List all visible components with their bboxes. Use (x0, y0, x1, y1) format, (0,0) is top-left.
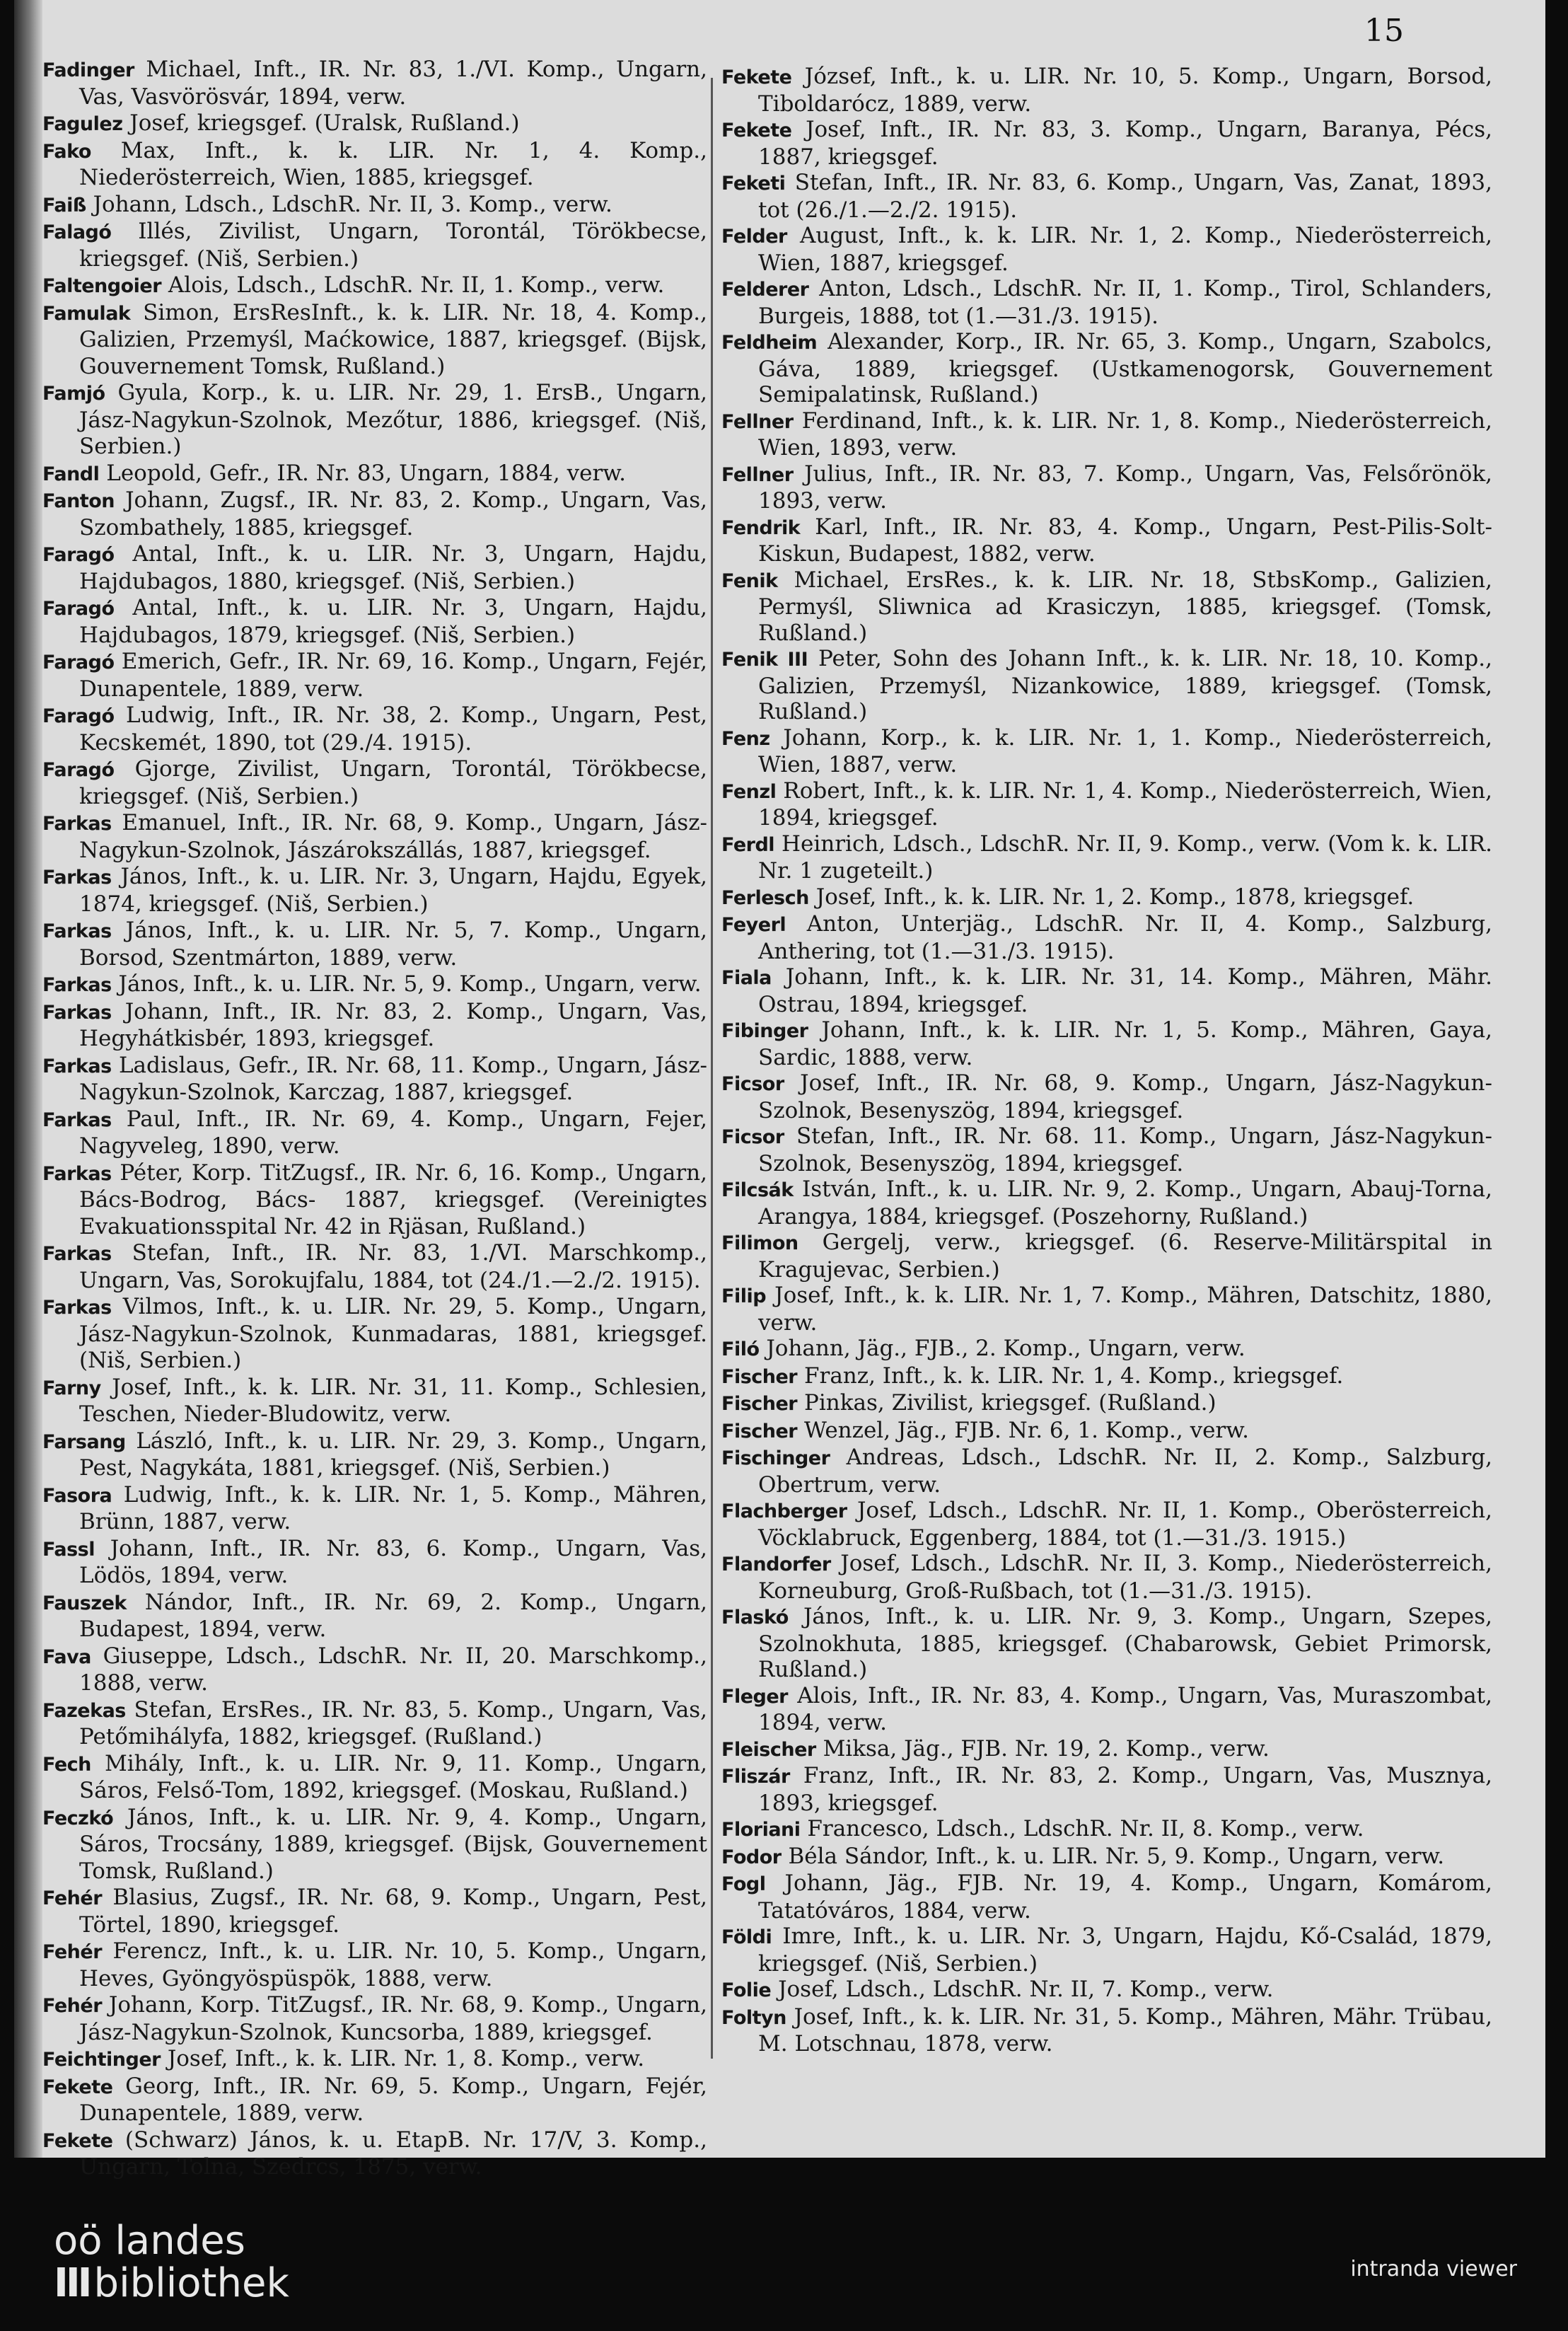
register-entry (721, 1336, 1492, 1363)
entry-details: Béla Sándor, Inft., k. u. LIR. Nr. 5, 9. Komp., Ungarn, verw. (788, 1843, 1445, 1869)
entry-surname: Farsang (42, 1430, 126, 1453)
entry-surname: Fech (42, 1753, 91, 1776)
register-entry (721, 1844, 1492, 1871)
register-entry (721, 408, 1492, 461)
register-entry (42, 192, 707, 219)
entry-surname: Fischinger (721, 1447, 830, 1469)
entry-details: Blasius, Zugsf., IR. Nr. 68, 9. Komp., Ungarn, Pest, Törtel, 1890, kriegsgef. (79, 1885, 707, 1938)
entry-details: Emanuel, Inft., IR. Nr. 68, 9. Komp., Ungarn, Jász-Nagykun-Szolnok, Jászárokszállás, 1887, kriegsgef. (79, 810, 707, 863)
entry-surname: Farkas (42, 1297, 112, 1319)
register-entry (721, 461, 1492, 514)
register-entry (721, 276, 1492, 329)
entry-details: Josef, Inft., k. k. LIR. Nr. 31, 11. Komp., Schlesien, Teschen, Nieder-Bludowitz, verw. (79, 1374, 707, 1427)
logo-bars: III (54, 2260, 90, 2306)
entry-surname: Fehér (42, 1887, 103, 1909)
entry-details: Robert, Inft., k. k. LIR. Nr. 1, 4. Komp., Niederösterreich, Wien, 1894, kriegsgef. (758, 777, 1493, 831)
register-entry (42, 1482, 707, 1536)
register-entry (42, 487, 707, 541)
logo-line-1: oö landes (54, 2218, 245, 2264)
register-entry (721, 1390, 1492, 1418)
entry-surname: Floriani (721, 1819, 801, 1841)
register-entry (721, 329, 1492, 408)
register-entry (721, 1604, 1492, 1683)
entry-surname: Fagulez (42, 113, 123, 135)
entry-details: Péter, Korp. TitZugsf., IR. Nr. 6, 16. Komp., Ungarn, Bács-Bodrog, Bács- 1887, kriegsgef. (Vereinigtes Evakuationsspital Nr. 42 in Rjäsan, Rußland.) (79, 1159, 707, 1239)
register-entry (42, 999, 707, 1053)
entry-details: Josef, Inft., k. k. LIR. Nr. 1, 7. Komp., Mähren, Datschitz, 1880, verw. (758, 1283, 1492, 1336)
entry-details: Johann, Inft., k. k. LIR. Nr. 31, 14. Komp., Mähren, Mähr. Ostrau, 1894, kriegsgef. (758, 964, 1493, 1017)
entry-surname: Faiß (42, 194, 86, 216)
entry-details: Miksa, Jäg., FJB. Nr. 19, 2. Komp., verw. (823, 1735, 1270, 1762)
entry-details: Josef, Inft., k. k. LIR. Nr. 1, 2. Komp., 1878, kriegsgef. (815, 884, 1415, 910)
entry-surname: Flachberger (721, 1500, 847, 1522)
entry-surname: Fekete (721, 120, 792, 141)
entry-surname: Fenzl (721, 780, 777, 803)
register-entry (42, 1992, 707, 2046)
entry-details: Julius, Inft., IR. Nr. 83, 7. Komp., Ungarn, Vas, Felsőrönök, 1893, verw. (758, 461, 1492, 514)
entry-surname: Ferlesch (721, 886, 809, 909)
right-column (721, 64, 1492, 2101)
entry-details: Josef, Ldsch., LdschR. Nr. II, 1. Komp., Oberösterreich, Vöcklabruck, Eggenberg, 1884, tot (1.—31./3. 1915.) (758, 1498, 1492, 1551)
register-entry (721, 1230, 1492, 1283)
entry-surname: Faragó (42, 652, 115, 673)
register-entry (42, 2127, 707, 2181)
left-column (42, 57, 708, 2180)
register-entry (721, 1870, 1492, 1924)
register-entry (42, 1428, 707, 1482)
entry-surname: Filó (721, 1338, 760, 1360)
entry-surname: Filcsák (721, 1179, 794, 1201)
register-entry (42, 595, 707, 649)
entry-details: Georg, Inft., IR. Nr. 69, 5. Komp., Ungarn, Fejér, Dunapentele, 1889, verw. (79, 2073, 707, 2126)
register-entry (721, 1017, 1492, 1070)
entry-details: Gyula, Korp., k. u. LIR. Nr. 29, 1. ErsB., Ungarn, Jász-Nagykun-Szolnok, Mezőtur, 1886, kriegsgef. (Niš, Serbien.) (79, 380, 707, 459)
entry-surname: Fodor (721, 1846, 782, 1868)
entry-surname: Felderer (721, 279, 809, 301)
entry-surname: Farkas (42, 1055, 112, 1077)
entry-details: Franz, Inft., IR. Nr. 83, 2. Komp., Ungarn, Vas, Musznya, 1893, kriegsgef. (758, 1763, 1492, 1816)
register-entry (42, 541, 707, 595)
entry-details: Gergelj, verw., kriegsgef. (6. Reserve-Militärspital in Kragujevac, Serbien.) (758, 1230, 1492, 1283)
entry-surname: Fekete (42, 2129, 113, 2152)
entry-details: Imre, Inft., k. u. LIR. Nr. 3, Ungarn, Hajdu, Kő-Család, 1879, kriegsgef. (Niš, Serbien.) (758, 1924, 1492, 1977)
entry-details: Alois, Ldsch., LdschR. Nr. II, 1. Komp., verw. (168, 272, 665, 298)
entry-details: Leopold, Gefr., IR. Nr. 83, Ungarn, 1884, verw. (106, 460, 626, 486)
entry-surname: Fischer (721, 1365, 798, 1388)
register-entry (721, 831, 1492, 884)
entry-surname: Fiala (721, 967, 772, 989)
entry-surname: Famjó (42, 383, 105, 405)
register-entry (42, 138, 707, 192)
register-entry (721, 1736, 1492, 1764)
register-entry (721, 64, 1492, 117)
register-entry (42, 219, 707, 272)
entry-surname: Farkas (42, 920, 112, 942)
entry-surname: Felder (721, 226, 787, 248)
entry-surname: Fliszár (721, 1766, 790, 1788)
register-entry (721, 1816, 1492, 1844)
entry-surname: Fekete (42, 2076, 113, 2098)
entry-details: Stefan, Inft., IR. Nr. 68. 11. Komp., Ungarn, Jász-Nagykun-Szolnok, Besenyszög, 1894, kriegsgef. (758, 1123, 1492, 1176)
register-entry (721, 1683, 1492, 1736)
entry-surname: Farkas (42, 1162, 112, 1185)
register-entry (721, 1283, 1492, 1336)
entry-details: Wenzel, Jäg., FJB. Nr. 6, 1. Komp., verw. (803, 1417, 1249, 1443)
register-entry (721, 117, 1492, 170)
register-entry (721, 223, 1492, 276)
entry-details: August, Inft., k. k. LIR. Nr. 1, 2. Komp., Niederösterreich, Wien, 1887, kriegsgef. (758, 223, 1492, 276)
register-entry (42, 1160, 707, 1241)
entry-surname: Fellner (721, 463, 794, 486)
entry-details: Gjorge, Zivilist, Ungarn, Torontál, Törökbecse, kriegsgef. (Niš, Serbien.) (79, 756, 707, 809)
entry-surname: Fasora (42, 1484, 112, 1507)
entry-details: Ferencz, Inft., k. u. LIR. Nr. 10, 5. Komp., Ungarn, Heves, Gyöngyöspüspök, 1888, verw. (79, 1938, 708, 1991)
entry-surname: Fanton (42, 490, 115, 512)
entry-details: Ludwig, Inft., IR. Nr. 38, 2. Komp., Ungarn, Pest, Kecskemét, 1890, tot (29./4. 1915). (79, 702, 707, 756)
entry-surname: Farkas (42, 1109, 112, 1131)
register-entry (42, 1294, 707, 1375)
entry-details: Stefan, Inft., IR. Nr. 83, 6. Komp., Ungarn, Vas, Zanat, 1893, tot (26./1.—2./2. 1915). (758, 170, 1492, 223)
entry-details: Michael, ErsRes., k. k. LIR. Nr. 18, StbsKomp., Galizien, Permyśl, Sliwnica ad Krasiczyn, 1885, kriegsgef. (Tomsk, Rußland.) (758, 567, 1492, 646)
entry-details: Franz, Inft., k. k. LIR. Nr. 1, 4. Komp., kriegsgef. (803, 1363, 1344, 1389)
entry-details: Antal, Inft., k. u. LIR. Nr. 3, Ungarn, Hajdu, Hajdubagos, 1879, kriegsgef. (Niš, Serbien.) (79, 595, 707, 648)
register-entry (42, 1938, 707, 1992)
entry-details: Johann, Inft., IR. Nr. 83, 6. Komp., Ungarn, Vas, Lödös, 1894, verw. (79, 1535, 708, 1588)
entry-surname: Farny (42, 1377, 101, 1399)
entry-surname: Fischer (721, 1393, 798, 1415)
entry-surname: Farkas (42, 813, 112, 835)
register-entry (721, 567, 1492, 647)
register-entry (721, 1363, 1492, 1391)
entry-surname: Fehér (42, 1995, 103, 2017)
entry-details: Johann, Inft., IR. Nr. 83, 2. Komp., Ungarn, Vas, Hegyhátkisbér, 1893, kriegsgef. (79, 998, 707, 1051)
register-entry (721, 1418, 1492, 1445)
entry-details: Johann, Korp., k. k. LIR. Nr. 1, 1. Komp., Niederösterreich, Wien, 1887, verw. (758, 724, 1492, 777)
entry-surname: Folie (721, 1979, 772, 2001)
register-entry (42, 2073, 707, 2127)
register-entry (721, 1924, 1492, 1977)
entry-details: Anton, Ldsch., LdschR. Nr. II, 1. Komp., Tirol, Schlanders, Burgeis, 1888, tot (1.—31./3. 1915). (758, 276, 1492, 329)
column-divider (711, 78, 713, 2059)
register-entry (42, 1590, 707, 1643)
entry-surname: Feyerl (721, 914, 786, 936)
entry-details: János, Inft., k. u. LIR. Nr. 5, 9. Komp., Ungarn, verw. (118, 971, 702, 997)
entry-surname: Filip (721, 1285, 767, 1307)
entry-surname: Földi (721, 1926, 772, 1948)
register-entry (42, 649, 707, 702)
register-entry (42, 380, 707, 461)
register-entry (721, 1123, 1492, 1176)
register-entry (42, 1643, 707, 1697)
entry-details: Vilmos, Inft., k. u. LIR. Nr. 29, 5. Komp., Ungarn, Jász-Nagykun-Szolnok, Kunmadaras, 1881, kriegsgef. (Niš, Serbien.) (79, 1294, 707, 1373)
entry-details: Illés, Zivilist, Ungarn, Torontál, Törökbecse, kriegsgef. (Niš, Serbien.) (79, 219, 708, 272)
book-gutter (14, 0, 42, 2158)
scanned-page (14, 0, 1545, 2180)
entry-details: Johann, Jäg., FJB. Nr. 19, 4. Komp., Ungarn, Komárom, Tatatóváros, 1884, verw. (758, 1870, 1492, 1924)
viewer-label: intranda viewer (1350, 2257, 1517, 2281)
entry-surname: Flandorfer (721, 1554, 831, 1575)
entry-details: Johann, Inft., k. k. LIR. Nr. 1, 5. Komp., Mähren, Gaya, Sardic, 1888, verw. (758, 1017, 1492, 1070)
entry-details: Johann, Korp. TitZugsf., IR. Nr. 68, 9. Komp., Ungarn, Jász-Nagykun-Szolnok, Kuncsorba, 1889, kriegsgef. (79, 1992, 708, 2045)
entry-surname: Falagó (42, 221, 112, 243)
entry-surname: Faragó (42, 705, 115, 727)
entry-details: Andreas, Ldsch., LdschR. Nr. II, 2. Komp., Salzburg, Obertrum, verw. (758, 1445, 1492, 1498)
entry-details: (Schwarz) János, k. u. EtapB. Nr. 17/V, 3. Komp., Ungarn, Tolna, Szedrcs, 1875, verw. (79, 2127, 707, 2180)
entry-details: Antal, Inft., k. u. LIR. Nr. 3, Ungarn, Hajdu, Hajdubagos, 1880, kriegsgef. (Niš, Serbien.) (79, 541, 707, 594)
entry-details: János, Inft., k. u. LIR. Nr. 3, Ungarn, Hajdu, Egyek, 1874, kriegsgef. (Niš, Serbien.) (79, 864, 707, 917)
entry-surname: Farkas (42, 1001, 112, 1024)
entry-surname: Fandl (42, 463, 100, 485)
entry-details: Johann, Jäg., FJB., 2. Komp., Ungarn, verw. (766, 1336, 1245, 1361)
register-entry (42, 1885, 707, 1938)
entry-surname: Farkas (42, 867, 112, 889)
register-entry (721, 646, 1492, 725)
entry-surname: Ficsor (721, 1073, 784, 1095)
entry-details: Josef, kriegsgef. (Uralsk, Rußland.) (129, 110, 520, 136)
register-entry (721, 1763, 1492, 1816)
entry-surname: Fenik III (721, 649, 808, 671)
entry-surname: Fenz (721, 727, 770, 750)
entry-details: Stefan, ErsRes., IR. Nr. 83, 5. Komp., Ungarn, Vas, Petőmihályfa, 1882, kriegsgef. (Rußland.) (79, 1696, 707, 1749)
entry-surname: Fauszek (42, 1592, 127, 1614)
entry-details: Johann, Ldsch., LdschR. Nr. II, 3. Komp., verw. (93, 191, 612, 217)
register-entry (721, 725, 1492, 778)
entry-details: Giuseppe, Ldsch., LdschR. Nr. II, 20. Marschkomp., 1888, verw. (79, 1643, 707, 1696)
entry-surname: Fako (42, 140, 91, 163)
entry-surname: Faragó (42, 598, 115, 620)
register-entry (721, 1445, 1492, 1498)
entry-details: Josef, Ldsch., LdschR. Nr. II, 3. Komp., Niederösterreich, Korneuburg, Groß-Rußbach, tot (1.—31./3. 1915). (758, 1551, 1492, 1604)
entry-surname: Fellner (721, 410, 794, 433)
entry-surname: Feichtinger (42, 2049, 161, 2071)
entry-surname: Faragó (42, 544, 115, 566)
entry-surname: Flaskó (721, 1607, 789, 1629)
register-entry (42, 1053, 707, 1106)
entry-details: Alois, Inft., IR. Nr. 83, 4. Komp., Ungarn, Vas, Muraszombat, 1894, verw. (758, 1682, 1492, 1735)
register-entry (721, 2004, 1492, 2057)
entry-surname: Fibinger (721, 1020, 808, 1042)
register-entry (721, 1070, 1492, 1123)
register-entry (42, 1751, 707, 1805)
entry-details: Ludwig, Inft., k. k. LIR. Nr. 1, 5. Komp., Mähren, Brünn, 1887, verw. (79, 1481, 707, 1534)
entry-surname: Ferdl (721, 833, 775, 856)
entry-surname: Fogl (721, 1873, 766, 1895)
entry-surname: Fleischer (721, 1738, 816, 1761)
entry-details: Josef, Inft., IR. Nr. 68, 9. Komp., Ungarn, Jász-Nagykun-Szolnok, Besenyszög, 1894, kriegsgef. (758, 1070, 1492, 1123)
register-entry (721, 911, 1492, 964)
register-entry (42, 810, 707, 864)
entry-details: Mihály, Inft., k. u. LIR. Nr. 9, 11. Komp., Ungarn, Sáros, Felső-Tom, 1892, kriegsgef. (Moskau, Rußland.) (79, 1750, 707, 1803)
entry-details: Ferdinand, Inft., k. k. LIR. Nr. 1, 8. Komp., Niederösterreich, Wien, 1893, verw. (758, 407, 1492, 461)
register-entry (721, 1498, 1492, 1551)
entry-details: Michael, Inft., IR. Nr. 83, 1./VI. Komp., Ungarn, Vas, Vasvörösvár, 1894, verw. (79, 57, 707, 110)
entry-details: Alexander, Korp., IR. Nr. 65, 3. Komp., Ungarn, Szabolcs, Gáva, 1889, kriegsgef. (Ustkamenogorsk, Gouvernement Semipalatinsk, Rußland.) (758, 329, 1492, 407)
entry-details: Simon, ErsResInft., k. k. LIR. Nr. 18, 4. Komp., Galizien, Przemyśl, Maćkowice, 1887, kriegsgef. (Bijsk, Gouvernement Tomsk, Rußland.) (79, 299, 707, 379)
entry-details: Josef, Inft., IR. Nr. 83, 3. Komp., Ungarn, Baranya, Pécs, 1887, kriegsgef. (758, 117, 1493, 170)
entry-surname: Fekete (721, 66, 792, 88)
register-entry (42, 1805, 707, 1885)
entry-surname: Fassl (42, 1538, 95, 1561)
register-entry (721, 884, 1492, 912)
entry-details: Josef, Inft., k. k. LIR. Nr. 1, 8. Komp., verw. (167, 2046, 645, 2071)
entry-surname: Faltengoier (42, 275, 162, 297)
entry-surname: Fehér (42, 1941, 103, 1963)
register-entry (42, 300, 707, 381)
register-entry (42, 2046, 707, 2073)
register-entry (721, 170, 1492, 223)
entry-details: Peter, Sohn des Johann Inft., k. k. LIR. Nr. 18, 10. Komp., Galizien, Przemyśl, Nizankowice, 1889, kriegsgef. (Tomsk, Rußland.) (758, 646, 1492, 724)
logo-line-2: bibliothek (93, 2260, 289, 2306)
register-entry (42, 57, 707, 110)
register-entry (42, 1536, 707, 1590)
library-logo[interactable] (54, 2220, 289, 2305)
register-entry (721, 1176, 1492, 1230)
entry-details: Francesco, Ldsch., LdschR. Nr. II, 8. Komp., verw. (807, 1816, 1364, 1841)
entry-details: Johann, Zugsf., IR. Nr. 83, 2. Komp., Ungarn, Vas, Szombathely, 1885, kriegsgef. (79, 487, 708, 540)
entry-details: József, Inft., k. u. LIR. Nr. 10, 5. Komp., Ungarn, Borsod, Tiboldarócz, 1889, verw. (758, 64, 1492, 117)
entry-details: László, Inft., k. u. LIR. Nr. 29, 3. Komp., Ungarn, Pest, Nagykáta, 1881, kriegsgef. (Niš, Serbien.) (79, 1428, 707, 1481)
entry-surname: Foltyn (721, 2006, 786, 2029)
entry-details: Stefan, Inft., IR. Nr. 83, 1./VI. Marschkomp., Ungarn, Vas, Sorokujfalu, 1884, tot (24./1.—2./2. 1915). (79, 1240, 708, 1293)
page-number: 15 (1364, 13, 1404, 49)
register-entry (42, 1106, 707, 1160)
entry-details: Josef, Inft., k. k. LIR. Nr. 31, 5. Komp., Mähren, Mähr. Trübau, M. Lotschnau, 1878, verw. (758, 2003, 1493, 2057)
entry-surname: Fadinger (42, 59, 134, 81)
register-entry (721, 1977, 1492, 2004)
entry-details: János, Inft., k. u. LIR. Nr. 9, 3. Komp., Ungarn, Szepes, Szolnokhuta, 1885, kriegsgef. (Chabarowsk, Gebiet Primorsk, Rußland.) (758, 1604, 1492, 1682)
entry-surname: Ficsor (721, 1126, 784, 1148)
entry-surname: Feketi (721, 173, 786, 195)
register-entry (42, 864, 707, 918)
register-entry (42, 702, 707, 756)
entry-details: Pinkas, Zivilist, kriegsgef. (Rußland.) (803, 1390, 1216, 1416)
entry-surname: Fava (42, 1645, 91, 1668)
entry-surname: Fenik (721, 569, 778, 592)
entry-details: Paul, Inft., IR. Nr. 69, 4. Komp., Ungarn, Fejer, Nagyveleg, 1890, verw. (79, 1106, 708, 1159)
register-entry (721, 514, 1492, 567)
entry-details: Emerich, Gefr., IR. Nr. 69, 16. Komp., Ungarn, Fejér, Dunapentele, 1889, verw. (79, 649, 707, 702)
register-entry (42, 272, 707, 300)
entry-details: János, Inft., k. u. LIR. Nr. 5, 7. Komp., Ungarn, Borsod, Szentmárton, 1889, verw. (79, 918, 707, 971)
entry-surname: Fischer (721, 1420, 798, 1442)
register-entry (721, 778, 1492, 831)
entry-details: István, Inft., k. u. LIR. Nr. 9, 2. Komp., Ungarn, Abauj-Torna, Arangya, 1884, kriegsgef. (Poszehorny, Rußland.) (758, 1176, 1492, 1230)
entry-details: Karl, Inft., IR. Nr. 83, 4. Komp., Ungarn, Pest-Pilis-Solt-Kiskun, Budapest, 1882, verw. (758, 514, 1492, 567)
entry-surname: Famulak (42, 302, 131, 325)
entry-surname: Fazekas (42, 1699, 126, 1722)
register-entry (42, 1240, 707, 1294)
register-entry (42, 1375, 707, 1428)
entry-surname: Faragó (42, 759, 115, 781)
entry-surname: Farkas (42, 1243, 112, 1265)
register-entry (42, 110, 707, 138)
register-entry (42, 918, 707, 971)
register-entry (42, 756, 707, 810)
entry-surname: Feczkó (42, 1807, 114, 1829)
entry-details: Anton, Unterjäg., LdschR. Nr. II, 4. Komp., Salzburg, Anthering, tot (1.—31./3. 1915). (758, 911, 1492, 964)
entry-details: Ladislaus, Gefr., IR. Nr. 68, 11. Komp., Ungarn, Jász-Nagykun-Szolnok, Karczag, 1887, kriegsgef. (79, 1052, 707, 1105)
entry-details: János, Inft., k. u. LIR. Nr. 9, 4. Komp., Ungarn, Sáros, Trocsány, 1889, kriegsgef. (Bijsk, Gouvernement Tomsk, Rußland.) (79, 1804, 707, 1884)
register-entry (721, 964, 1492, 1017)
entry-surname: Fleger (721, 1685, 788, 1708)
register-entry (721, 1551, 1492, 1604)
entry-surname: Fendrik (721, 516, 801, 539)
entry-details: Heinrich, Ldsch., LdschR. Nr. II, 9. Komp., verw. (Vom k. k. LIR. Nr. 1 zugeteilt.) (758, 831, 1492, 884)
entry-surname: Farkas (42, 974, 112, 996)
entry-details: Nándor, Inft., IR. Nr. 69, 2. Komp., Ungarn, Budapest, 1894, verw. (79, 1589, 707, 1642)
register-entry (42, 1697, 707, 1751)
entry-surname: Filimon (721, 1232, 798, 1254)
register-entry (42, 971, 707, 999)
register-entry (42, 461, 707, 488)
entry-surname: Feldheim (721, 332, 818, 354)
entry-details: Josef, Ldsch., LdschR. Nr. II, 7. Komp., verw. (778, 1977, 1274, 2002)
entry-details: Max, Inft., k. k. LIR. Nr. 1, 4. Komp., Niederösterreich, Wien, 1885, kriegsgef. (79, 137, 708, 190)
